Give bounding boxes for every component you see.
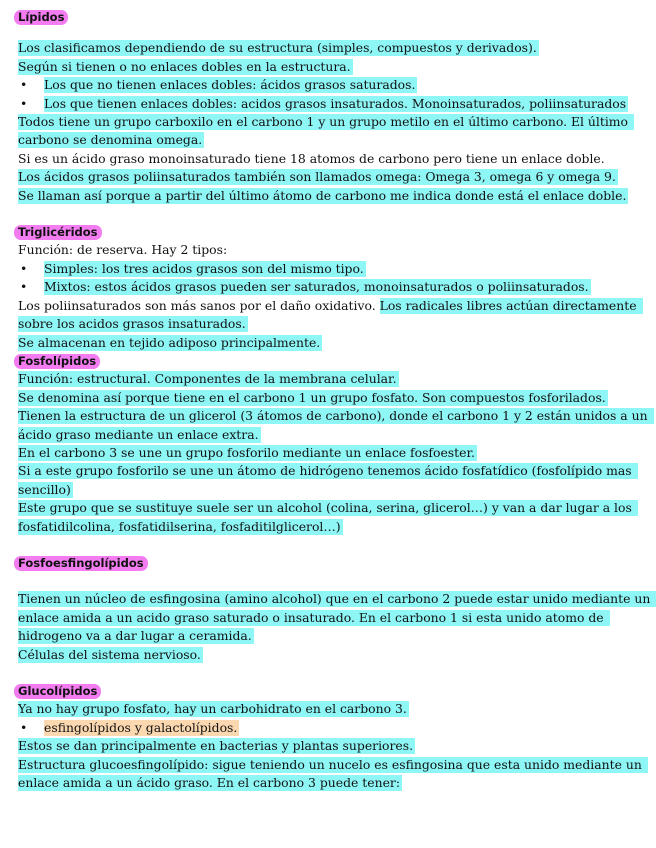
paragraph: Este grupo que se sustituye suele ser un alcohol (colina, serina, glicerol…) y van a dar lugar a los fosfatidilcolina, fosfatidilserina, fosfaditilglicerol…) [18, 500, 636, 534]
paragraph: Estos se dan principalmente en bacterias y plantas superiores. [18, 738, 414, 754]
paragraph: Todos tiene un grupo carboxilo en el carbono 1 y un grupo metilo en el último carbono. El último carbono se denomina omega. [18, 114, 632, 148]
paragraph: Tienen la estructura de un glicerol (3 átomos de carbono), donde el carbono 1 y 2 están unidos a un ácido graso mediante un enlace extra. [18, 408, 652, 442]
paragraph: Si a este grupo fosforilo se une un átomo de hidrógeno tenemos ácido fosfatídico (fosfolípido mas sencillo) [18, 463, 636, 497]
paragraph: Los ácidos grasos poliinsaturados también son llamados omega: Omega 3, omega 6 y omega 9. [18, 169, 616, 185]
heading-glucolipidos: Glucolípidos [14, 684, 101, 699]
paragraph: Los clasificamos dependiendo de su estructura (simples, compuestos y derivados). [18, 40, 537, 56]
heading-fosfoesfingolipidos: Fosfoesfingolípidos [14, 556, 148, 571]
paragraph: Los poliinsaturados son más sanos por el daño oxidativo. [18, 297, 376, 313]
section-glucolipidos [18, 682, 652, 792]
bullet-icon: • [20, 279, 28, 295]
paragraph: Tienen un núcleo de esfingosina (amino alcohol) que en el carbono 2 puede estar unido mediante un enlace amida a un acido graso saturado o insaturado. En el carbono 1 si esta unido atomo de hidrogeno va a dar lugar a ceramida. [18, 591, 655, 644]
paragraph: Se denomina así porque tiene en el carbono 1 un grupo fosfato. Son compuestos fosforilados. [18, 389, 606, 405]
list-item-text: Los que no tienen enlaces dobles: ácidos grasos saturados. [44, 77, 416, 93]
list-item-text: Mixtos: estos ácidos grasos pueden ser saturados, monoinsaturados o poliinsaturados. [44, 279, 589, 295]
list-item [18, 719, 652, 737]
heading-fosfolipidos: Fosfolípidos [14, 354, 100, 369]
paragraph: Según si tienen o no enlaces dobles en la estructura. [18, 58, 351, 74]
section-fosfoesfingolipidos [18, 554, 655, 664]
paragraph: Estructura glucoesfingolípido: sigue teniendo un nucelo es esfingosina que esta unido mediante un enlace amida a un ácido graso. En el carbono 3 puede tener: [18, 756, 646, 791]
list-item-text: Los que tienen enlaces dobles: acidos grasos insaturados. Monoinsaturados, poliinsaturados [44, 95, 627, 111]
list-item [18, 95, 652, 113]
section-trigliceridos [18, 223, 652, 352]
document-page [18, 8, 655, 792]
paragraph: En el carbono 3 se une un grupo fosforilo mediante un enlace fosfoester. [18, 444, 475, 460]
bullet-icon: • [20, 719, 28, 735]
list-item [18, 278, 652, 296]
paragraph: Función: estructural. Componentes de la membrana celular. [18, 371, 397, 387]
bullet-icon: • [20, 95, 28, 111]
paragraph: Si es un ácido graso monoinsaturado tiene 18 atomos de carbono pero tiene un enlace doble. [18, 150, 605, 166]
paragraph: Los radicales libres actúan directamente sobre los acidos grasos insaturados. [18, 297, 641, 332]
section-lipidos [18, 8, 652, 205]
paragraph: Se llaman así porque a partir del último átomo de carbono me indica donde está el enlace doble. [18, 187, 627, 203]
paragraph: Ya no hay grupo fosfato, hay un carbohidrato en el carbono 3. [18, 701, 407, 717]
paragraph: Se almacenan en tejido adiposo principalmente. [18, 334, 321, 350]
bullet-icon: • [20, 260, 28, 276]
list-item-text: Simples: los tres acidos grasos son del mismo tipo. [44, 260, 364, 276]
list-item-text: esfingolípidos y galactolípidos. [44, 719, 238, 735]
paragraph: Células del sistema nervioso. [18, 646, 201, 662]
section-fosfolipidos [18, 352, 652, 536]
paragraph: Función: de reserva. Hay 2 tipos: [18, 242, 228, 258]
bullet-icon: • [20, 77, 28, 93]
heading-trigliceridos: Triglicéridos [14, 225, 102, 240]
heading-lipidos: Lípidos [14, 10, 68, 25]
list-item [18, 260, 652, 278]
list-item [18, 76, 652, 94]
